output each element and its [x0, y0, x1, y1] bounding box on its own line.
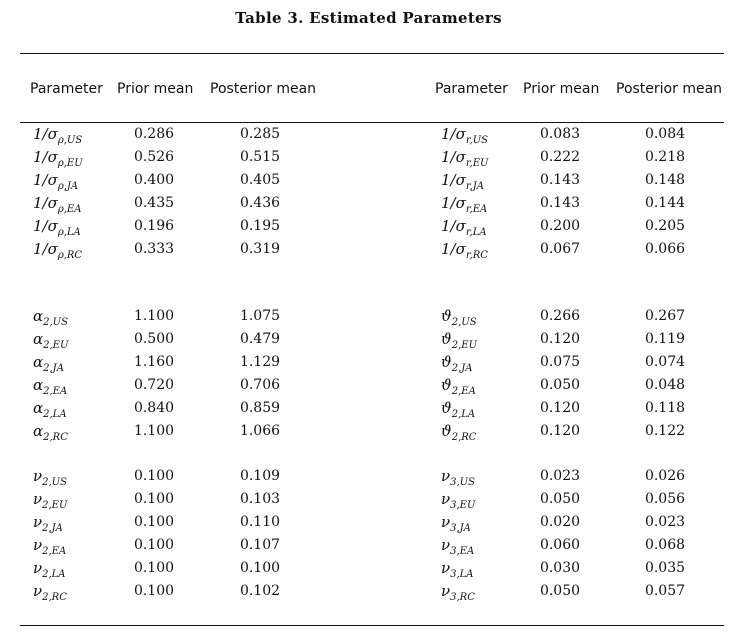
parameter-symbol	[33, 559, 66, 580]
bottom-rule	[20, 625, 724, 626]
parameter-symbol	[441, 125, 488, 146]
posterior-mean-value: 0.048	[644, 377, 686, 393]
parameter-subscript: 2,LA	[451, 409, 476, 420]
parameter-symbol	[441, 353, 473, 374]
parameter-subscript: r,EU	[465, 158, 489, 169]
prior-mean-value: 0.500	[133, 331, 175, 347]
parameter-base: ν	[441, 467, 451, 485]
prior-mean-value: 0.196	[133, 218, 175, 234]
parameter-subscript: 2,EA	[42, 546, 67, 557]
parameter-subscript: r,US	[465, 135, 488, 146]
prior-mean-value: 0.100	[133, 514, 175, 530]
parameter-base: 1/σ	[441, 240, 466, 258]
parameter-base: α	[33, 330, 44, 348]
posterior-mean-value: 0.103	[239, 491, 281, 507]
parameter-symbol	[441, 399, 475, 420]
parameter-symbol	[33, 125, 82, 146]
posterior-mean-value: 0.109	[239, 468, 281, 484]
parameter-subscript: ρ,EA	[57, 204, 82, 215]
parameter-symbol	[33, 240, 82, 261]
parameter-subscript: 2,RC	[451, 432, 477, 443]
parameter-base: 1/σ	[441, 217, 466, 235]
prior-mean-value: 0.075	[539, 354, 581, 370]
parameter-subscript: ρ,EU	[57, 158, 83, 169]
parameter-symbol	[33, 467, 67, 488]
parameter-symbol	[441, 582, 475, 603]
parameter-base: 1/σ	[441, 148, 466, 166]
parameter-base: 1/σ	[33, 148, 58, 166]
header-parameter-right: Parameter	[435, 81, 508, 97]
parameter-subscript: 2,US	[451, 317, 477, 328]
parameter-symbol	[441, 376, 476, 397]
parameter-subscript: ρ,LA	[57, 227, 81, 238]
parameter-base: ϑ	[441, 307, 452, 325]
parameter-subscript: 2,JA	[451, 363, 473, 374]
parameter-base: 1/σ	[33, 171, 58, 189]
prior-mean-value: 0.060	[539, 537, 581, 553]
parameter-subscript: 2,US	[42, 477, 67, 488]
parameter-subscript: 2,EA	[451, 386, 476, 397]
parameter-subscript: 3,EU	[450, 500, 476, 511]
parameter-symbol	[33, 217, 81, 238]
parameter-symbol	[33, 582, 67, 603]
prior-mean-value: 0.286	[133, 126, 175, 142]
parameter-base: ν	[33, 559, 43, 577]
parameter-symbol	[441, 148, 488, 169]
parameter-base: α	[33, 353, 44, 371]
parameter-symbol	[441, 559, 474, 580]
prior-mean-value: 0.143	[539, 172, 581, 188]
parameter-subscript: ρ,US	[57, 135, 83, 146]
parameter-symbol	[33, 490, 67, 511]
parameter-base: α	[33, 307, 44, 325]
prior-mean-value: 1.100	[133, 423, 175, 439]
posterior-mean-value: 0.205	[644, 218, 686, 234]
parameter-symbol	[33, 194, 81, 215]
parameter-base: ν	[441, 490, 451, 508]
parameter-subscript: 2,JA	[42, 523, 63, 534]
parameter-base: 1/σ	[33, 194, 58, 212]
parameter-base: 1/σ	[33, 125, 58, 143]
prior-mean-value: 0.400	[133, 172, 175, 188]
prior-mean-value: 0.720	[133, 377, 175, 393]
header-prior-right: Prior mean	[523, 81, 600, 97]
parameter-subscript: 3,LA	[450, 569, 474, 580]
parameter-subscript: ρ,RC	[57, 250, 83, 261]
parameter-symbol	[33, 330, 68, 351]
table-title: Table 3. Estimated Parameters	[235, 9, 502, 27]
posterior-mean-value: 0.084	[644, 126, 686, 142]
parameter-subscript: 2,RC	[42, 592, 67, 603]
parameter-base: ν	[441, 536, 451, 554]
parameter-symbol	[441, 307, 477, 328]
parameter-symbol	[33, 171, 78, 192]
posterior-mean-value: 0.122	[644, 423, 686, 439]
prior-mean-value: 0.083	[539, 126, 581, 142]
parameter-subscript: ρ,JA	[57, 181, 79, 192]
parameter-subscript: 2,EA	[43, 386, 68, 397]
parameter-symbol	[33, 399, 67, 420]
parameter-base: 1/σ	[441, 171, 466, 189]
posterior-mean-value: 0.706	[239, 377, 281, 393]
posterior-mean-value: 0.119	[644, 331, 686, 347]
posterior-mean-value: 0.859	[239, 400, 281, 416]
parameter-subscript: 2,LA	[42, 569, 66, 580]
parameter-subscript: 2,EU	[42, 500, 68, 511]
prior-mean-value: 0.023	[539, 468, 581, 484]
posterior-mean-value: 0.100	[239, 560, 281, 576]
posterior-mean-value: 0.102	[239, 583, 281, 599]
parameter-symbol	[441, 513, 471, 534]
parameter-base: α	[33, 376, 44, 394]
prior-mean-value: 0.222	[539, 149, 581, 165]
posterior-mean-value: 0.023	[644, 514, 686, 530]
posterior-mean-value: 0.267	[644, 308, 686, 324]
prior-mean-value: 0.050	[539, 491, 581, 507]
parameter-base: ϑ	[441, 376, 452, 394]
prior-mean-value: 0.143	[539, 195, 581, 211]
prior-mean-value: 0.200	[539, 218, 581, 234]
posterior-mean-value: 0.056	[644, 491, 686, 507]
parameter-base: ν	[33, 467, 43, 485]
parameter-symbol	[33, 307, 68, 328]
parameter-symbol	[441, 240, 488, 261]
prior-mean-value: 0.067	[539, 241, 581, 257]
prior-mean-value: 0.840	[133, 400, 175, 416]
prior-mean-value: 0.020	[539, 514, 581, 530]
parameter-symbol	[441, 536, 474, 557]
parameter-base: ν	[33, 513, 43, 531]
prior-mean-value: 0.120	[539, 423, 581, 439]
posterior-mean-value: 0.218	[644, 149, 686, 165]
parameter-base: ϑ	[441, 330, 452, 348]
posterior-mean-value: 0.110	[239, 514, 281, 530]
posterior-mean-value: 1.129	[239, 354, 281, 370]
parameter-base: ν	[33, 536, 43, 554]
parameter-symbol	[33, 376, 67, 397]
posterior-mean-value: 1.075	[239, 308, 281, 324]
posterior-mean-value: 0.319	[239, 241, 281, 257]
posterior-mean-value: 0.479	[239, 331, 281, 347]
prior-mean-value: 0.526	[133, 149, 175, 165]
parameter-base: ϑ	[441, 353, 452, 371]
parameter-base: ν	[441, 513, 451, 531]
posterior-mean-value: 0.285	[239, 126, 281, 142]
parameter-symbol	[33, 422, 68, 443]
prior-mean-value: 0.100	[133, 583, 175, 599]
parameter-subscript: r,JA	[465, 181, 484, 192]
parameter-subscript: 2,EU	[43, 340, 69, 351]
parameter-subscript: 2,JA	[43, 363, 64, 374]
parameter-base: 1/σ	[33, 217, 58, 235]
prior-mean-value: 1.160	[133, 354, 175, 370]
posterior-mean-value: 0.195	[239, 218, 281, 234]
parameter-base: ν	[441, 559, 451, 577]
posterior-mean-value: 0.057	[644, 583, 686, 599]
parameter-symbol	[441, 467, 475, 488]
posterior-mean-value: 1.066	[239, 423, 281, 439]
parameter-symbol	[33, 148, 83, 169]
prior-mean-value: 0.050	[539, 377, 581, 393]
posterior-mean-value: 0.066	[644, 241, 686, 257]
parameter-subscript: 2,LA	[43, 409, 67, 420]
prior-mean-value: 0.120	[539, 331, 581, 347]
parameter-subscript: 3,EA	[450, 546, 475, 557]
parameter-symbol	[33, 513, 63, 534]
prior-mean-value: 0.050	[539, 583, 581, 599]
prior-mean-value: 0.100	[133, 560, 175, 576]
posterior-mean-value: 0.026	[644, 468, 686, 484]
parameter-symbol	[441, 217, 487, 238]
prior-mean-value: 1.100	[133, 308, 175, 324]
prior-mean-value: 0.030	[539, 560, 581, 576]
parameter-base: ϑ	[441, 422, 452, 440]
parameter-symbol	[441, 422, 476, 443]
prior-mean-value: 0.333	[133, 241, 175, 257]
parameter-subscript: 2,EU	[451, 340, 478, 351]
parameter-subscript: 3,US	[450, 477, 475, 488]
posterior-mean-value: 0.436	[239, 195, 281, 211]
parameter-symbol	[441, 194, 487, 215]
parameter-base: ν	[441, 582, 451, 600]
parameter-base: ϑ	[441, 399, 452, 417]
parameter-subscript: r,RC	[465, 250, 488, 261]
parameter-base: 1/σ	[441, 194, 466, 212]
parameter-subscript: r,LA	[465, 227, 487, 238]
posterior-mean-value: 0.405	[239, 172, 281, 188]
parameter-subscript: 3,RC	[450, 592, 475, 603]
header-parameter-left: Parameter	[30, 81, 103, 97]
header-rule	[20, 122, 724, 123]
posterior-mean-value: 0.068	[644, 537, 686, 553]
header-prior-left: Prior mean	[117, 81, 194, 97]
parameter-symbol	[441, 490, 475, 511]
parameter-base: α	[33, 422, 44, 440]
parameter-subscript: 2,RC	[43, 432, 68, 443]
posterior-mean-value: 0.118	[644, 400, 686, 416]
posterior-mean-value: 0.074	[644, 354, 686, 370]
prior-mean-value: 0.100	[133, 537, 175, 553]
top-rule	[20, 53, 724, 54]
posterior-mean-value: 0.107	[239, 537, 281, 553]
prior-mean-value: 0.266	[539, 308, 581, 324]
posterior-mean-value: 0.148	[644, 172, 686, 188]
posterior-mean-value: 0.035	[644, 560, 686, 576]
parameter-symbol	[441, 330, 477, 351]
posterior-mean-value: 0.144	[644, 195, 686, 211]
parameter-symbol	[33, 353, 64, 374]
prior-mean-value: 0.100	[133, 491, 175, 507]
posterior-mean-value: 0.515	[239, 149, 281, 165]
parameter-base: ν	[33, 490, 43, 508]
parameter-base: 1/σ	[441, 125, 466, 143]
parameter-base: 1/σ	[33, 240, 58, 258]
prior-mean-value: 0.120	[539, 400, 581, 416]
header-posterior-left: Posterior mean	[210, 81, 317, 97]
header-posterior-right: Posterior mean	[616, 81, 723, 97]
parameter-base: ν	[33, 582, 43, 600]
parameter-symbol	[441, 171, 484, 192]
parameter-symbol	[33, 536, 66, 557]
prior-mean-value: 0.100	[133, 468, 175, 484]
parameter-subscript: r,EA	[465, 204, 488, 215]
parameter-subscript: 3,JA	[450, 523, 471, 534]
parameter-subscript: 2,US	[43, 317, 68, 328]
parameter-base: α	[33, 399, 44, 417]
prior-mean-value: 0.435	[133, 195, 175, 211]
